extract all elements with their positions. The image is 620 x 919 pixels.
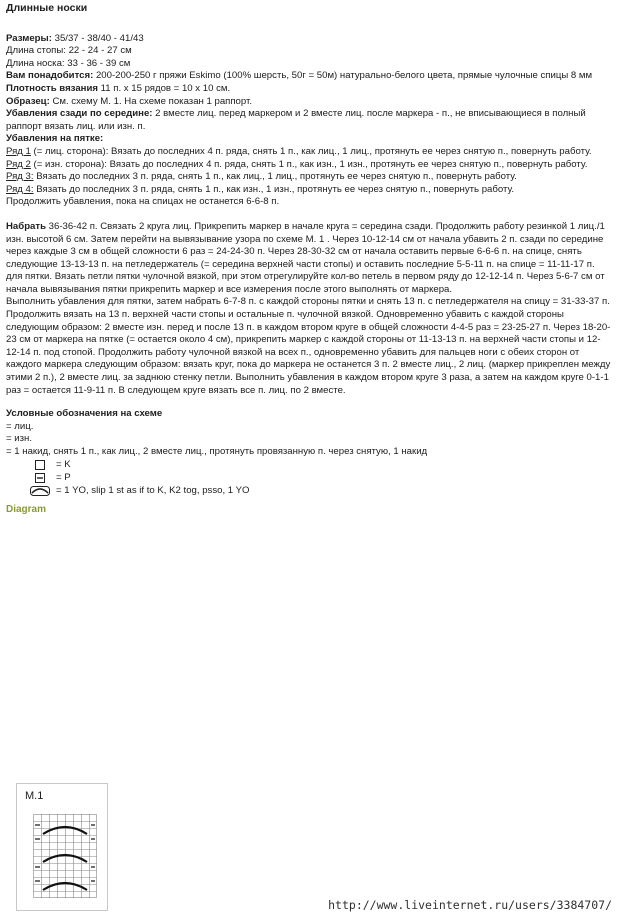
row-text: (= лиц. сторона): Вязать до последних 4 п. ряда, снять 1 п., как лиц., 1 лиц., протянуть ее через снятую п., повернуть работу. <box>30 145 592 157</box>
row-text: (= изн. сторона): Вязать до последних 4 п. ряда, снять 1 п., как изн., 1 изн., протянуть ее через снятую п., повернуть работу. <box>30 158 588 170</box>
row-label: Ряд 1 <box>6 145 31 157</box>
materials-label: Вам понадобится: <box>6 70 94 82</box>
legend-ru-item: = лиц. <box>6 420 34 432</box>
yarn-over-decrease-icon <box>30 486 50 496</box>
legend-heading: Условные обозначения на схеме <box>6 408 163 420</box>
diagram-title: M.1 <box>25 790 44 802</box>
row-item <box>6 171 612 184</box>
page-title: Длинные носки <box>6 2 88 14</box>
sizes-value: 35/37 - 38/40 - 41/43 <box>51 32 144 44</box>
pattern-document <box>6 2 612 516</box>
foot-length: Длина стопы: 22 - 24 - 27 см <box>6 45 132 57</box>
instructions-label: Набрать <box>6 220 46 232</box>
watermark-url: http://www.liveinternet.ru/users/3384707/ <box>328 898 612 912</box>
materials-value: 200-200-250 г пряжи Eskimo (100% шерсть, 50г = 50м) натурально-белого цвета, прямые чулочные спицы 8 мм <box>93 70 593 82</box>
back-decrease-label: Убавления сзади по середине: <box>6 108 153 120</box>
legend-en-item: = 1 YO, slip 1 st as if to K, K2 tog, psso, 1 YO <box>56 484 250 496</box>
legend-en-item: = K <box>56 458 71 470</box>
legend-en-item: = P <box>56 471 71 483</box>
row-label: Ряд 4: <box>6 183 34 195</box>
instructions-paragraph-2: Выполнить убавления для пятки, затем набрать 6-7-8 п. с каждой стороны пятки и снять 13 п. с петледержателя на спицу = 31-33-37 п. Продолжить вязать на 13 п. верхней части стопы и остальные п. чулочной вязкой. Одновременно убавить с каждой стороны следующим образом: 2 вместе изн. перед и после 13 п. в каждом втором круге в общей сложности 4-4-5 раз = 23-25-27 п. Через 18-20-23 см от маркера на пятке (= остается около 4 см), прикрепить маркер с каждой стороны от 11-13-13 п. на верхней части стопы и 12-12-14 п. под стопой. Продолжить работу чулочной вязкой на всех п., одновременно убавить для пальцев ноги с обеих сторон от каждого маркера следующим образом: вязать круг, пока до маркера не останется 3 п. 2 вместе лиц., 2 лиц. (маркер прикреплен между этими 2 п.), 2 вместе лиц. за заднюю стенку петли. Выполнить убавления в каждом втором круге 3 раза, а затем на каждом круге 0-1-1 раз = остается 11-9-11 п. В следующем круге вязать все п. лиц. по 2 вместе. <box>6 296 611 396</box>
knitting-chart-grid <box>33 814 97 898</box>
back-decrease-line <box>6 108 612 133</box>
gauge-label: Плотность вязания <box>6 82 98 94</box>
sizes-line <box>6 33 612 46</box>
back-decrease-value: 2 вместе лиц. перед маркером и 2 вместе лиц. после маркера - п., не вписывающиеся в полный раппорт вязать лиц. или изн. п. <box>6 108 586 132</box>
instructions-text: 36-36-42 п. Связать 2 круга лиц. Прикрепить маркер в начале круга = середина сзади. Продолжить работу резинкой 1 лиц./1 изн. высотой 6 см. Затем перейти на вывязывание узора по схеме М. 1 . Через 10-12-14 см от начала убавить 2 п. сзади по середине через каждые 3 см в общей сложности 6 раз = 24-24-30 п. Через 28-30-32 см от начала оставить первые 6-6-6 п. на спице, снять следующие 13-13-13 п. на петледержатель (= середина верхней части стопы) и оставить последние 5-5-11 п. на спице = 11-11-17 п. для пятки. Вязать петли пятки чулочной вязкой, при этом отрегулируйте кол-во петель в первом ряду до 12-12-14 п. Через 5-6-7 см от начала вывязывания пятки прикрепить маркер и все измерения после этого выполнять от маркера. <box>6 220 605 295</box>
row-item <box>6 159 612 172</box>
legend-en-row <box>6 485 612 498</box>
instructions-paragraph-1 <box>6 221 612 297</box>
purl-square-icon <box>30 473 50 483</box>
diagram-label: Diagram <box>6 503 47 515</box>
row-text: Вязать до последних 3 п. ряда, снять 1 п., как изн., 1 изн., протянуть ее через снятую п., повернуть работу. <box>33 183 514 195</box>
diagram-m1 <box>16 783 108 911</box>
gauge-value: 11 п. х 15 рядов = 10 х 10 см. <box>97 82 231 94</box>
sample-label: Образец: <box>6 95 50 107</box>
continue-text: Продолжить убавления, пока на спицах не останется 6-6-8 п. <box>6 196 280 208</box>
heel-heading: Убавления на пятке: <box>6 133 104 145</box>
knit-square-icon <box>30 460 50 470</box>
sock-length: Длина носка: 33 - 36 - 39 см <box>6 57 131 69</box>
row-text: Вязать до последних 3 п. ряда, снять 1 п., как лиц., 1 лиц., протянуть ее через снятую п., повернуть работу. <box>33 171 517 183</box>
legend-ru-item: = изн. <box>6 433 32 445</box>
materials-line <box>6 70 612 83</box>
gauge-line <box>6 83 612 96</box>
sizes-label: Размеры: <box>6 32 52 44</box>
sample-value: См. схему М. 1. На схеме показан 1 раппорт. <box>49 95 253 107</box>
row-label: Ряд 3: <box>6 171 34 183</box>
row-item <box>6 146 612 159</box>
legend-en-row <box>6 472 612 485</box>
sample-line <box>6 96 612 109</box>
row-label: Ряд 2 <box>6 158 31 170</box>
legend-ru-item: = 1 накид, снять 1 п., как лиц., 2 вместе лиц., протянуть провязанную п. через снятую, 1 накид <box>6 446 428 457</box>
row-item <box>6 184 612 197</box>
legend-en-row <box>6 459 612 472</box>
